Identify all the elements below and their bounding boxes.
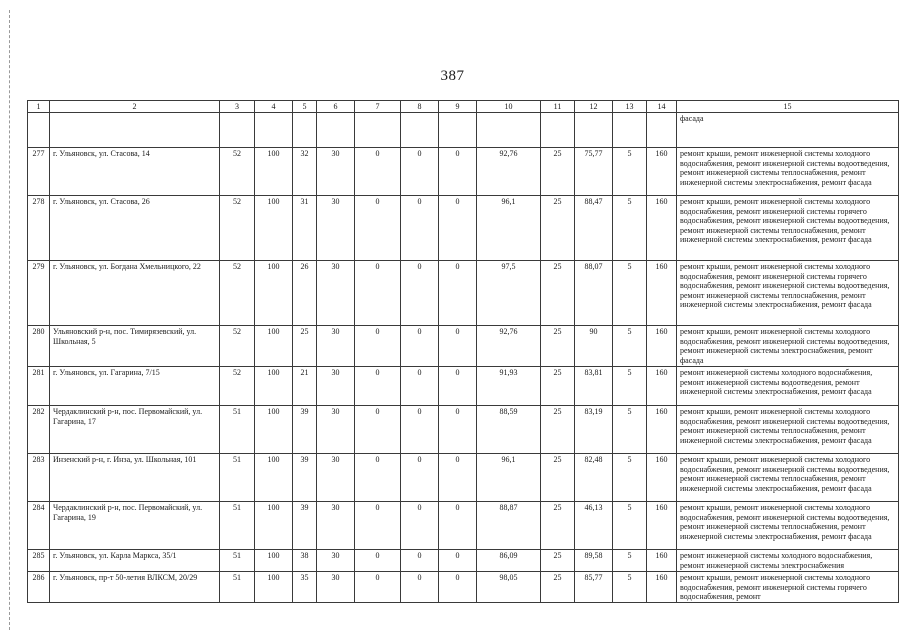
value-cell: 160 xyxy=(647,454,677,502)
column-number: 10 xyxy=(477,101,541,113)
address-cell: Чердаклинский р-н, пос. Первомайский, ул. Гагарина, 19 xyxy=(50,502,220,550)
value-cell: 51 xyxy=(220,550,255,572)
value-cell: 0 xyxy=(439,148,477,196)
empty-cell xyxy=(317,113,355,148)
value-cell: 90 xyxy=(575,326,613,367)
value-cell: 5 xyxy=(613,326,647,367)
column-number: 8 xyxy=(401,101,439,113)
value-cell: 39 xyxy=(293,406,317,454)
value-cell: 30 xyxy=(317,454,355,502)
value-cell: 0 xyxy=(401,261,439,326)
works-cell: ремонт инженерной системы холодного водоснабжения, ремонт инженерной системы электроснабжения xyxy=(677,550,899,572)
column-number: 4 xyxy=(255,101,293,113)
value-cell: 32 xyxy=(293,148,317,196)
value-cell: 92,76 xyxy=(477,148,541,196)
column-number: 13 xyxy=(613,101,647,113)
value-cell: 30 xyxy=(317,326,355,367)
value-cell: 5 xyxy=(613,196,647,261)
address-cell: г. Ульяновск, пр-т 50-летия ВЛКСМ, 20/29 xyxy=(50,572,220,603)
value-cell: 5 xyxy=(613,261,647,326)
value-cell: 160 xyxy=(647,261,677,326)
value-cell: 0 xyxy=(355,572,401,603)
column-number: 1 xyxy=(28,101,50,113)
works-cell: ремонт крыши, ремонт инженерной системы холодного водоснабжения, ремонт инженерной системы водоотведения, ремонт инженерной системы теплоснабжения, ремонт инженерной системы электроснабжения, ремонт фасада xyxy=(677,148,899,196)
table-row xyxy=(28,148,899,196)
empty-cell xyxy=(613,113,647,148)
value-cell: 160 xyxy=(647,502,677,550)
value-cell: 30 xyxy=(317,572,355,603)
value-cell: 5 xyxy=(613,148,647,196)
row-number-cell: 278 xyxy=(28,196,50,261)
table-row xyxy=(28,261,899,326)
value-cell: 91,93 xyxy=(477,367,541,406)
table-row xyxy=(28,502,899,550)
continuation-row xyxy=(28,113,899,148)
value-cell: 160 xyxy=(647,550,677,572)
page-number: 387 xyxy=(440,68,465,84)
value-cell: 0 xyxy=(439,261,477,326)
value-cell: 39 xyxy=(293,502,317,550)
value-cell: 5 xyxy=(613,367,647,406)
value-cell: 160 xyxy=(647,406,677,454)
value-cell: 5 xyxy=(613,454,647,502)
value-cell: 83,19 xyxy=(575,406,613,454)
register-table xyxy=(27,100,899,603)
value-cell: 5 xyxy=(613,406,647,454)
table-row xyxy=(28,196,899,261)
empty-cell xyxy=(647,113,677,148)
value-cell: 88,87 xyxy=(477,502,541,550)
value-cell: 0 xyxy=(439,406,477,454)
address-cell: Инзенский р-н, г. Инза, ул. Школьная, 101 xyxy=(50,454,220,502)
value-cell: 100 xyxy=(255,367,293,406)
value-cell: 30 xyxy=(317,502,355,550)
empty-cell xyxy=(293,113,317,148)
value-cell: 25 xyxy=(541,326,575,367)
row-number-cell: 283 xyxy=(28,454,50,502)
table-row xyxy=(28,550,899,572)
value-cell: 25 xyxy=(541,502,575,550)
value-cell: 160 xyxy=(647,367,677,406)
value-cell: 0 xyxy=(439,326,477,367)
works-cell: ремонт крыши, ремонт инженерной системы холодного водоснабжения, ремонт инженерной системы горячего водоснабжения, ремонт инженерной системы водоотведения, ремонт инженерной системы теплоснабжения, ремонт инженерной системы электроснабжения, ремонт фасада xyxy=(677,261,899,326)
works-cell: ремонт инженерной системы холодного водоснабжения, ремонт инженерной системы водоотведения, ремонт инженерной системы электроснабжения, ремонт фасада xyxy=(677,367,899,406)
value-cell: 0 xyxy=(401,550,439,572)
value-cell: 5 xyxy=(613,572,647,603)
column-number: 15 xyxy=(677,101,899,113)
value-cell: 0 xyxy=(401,148,439,196)
value-cell: 25 xyxy=(541,367,575,406)
value-cell: 100 xyxy=(255,550,293,572)
address-cell: г. Ульяновск, ул. Стасова, 14 xyxy=(50,148,220,196)
value-cell: 160 xyxy=(647,572,677,603)
value-cell: 38 xyxy=(293,550,317,572)
value-cell: 25 xyxy=(541,261,575,326)
value-cell: 0 xyxy=(355,326,401,367)
row-number-cell: 284 xyxy=(28,502,50,550)
value-cell: 46,13 xyxy=(575,502,613,550)
row-number-cell: 280 xyxy=(28,326,50,367)
works-cell: ремонт крыши, ремонт инженерной системы холодного водоснабжения, ремонт инженерной системы горячего водоснабжения, ремонт xyxy=(677,572,899,603)
address-cell: Чердаклинский р-н, пос. Первомайский, ул. Гагарина, 17 xyxy=(50,406,220,454)
value-cell: 26 xyxy=(293,261,317,326)
column-number: 3 xyxy=(220,101,255,113)
column-number: 14 xyxy=(647,101,677,113)
value-cell: 0 xyxy=(401,406,439,454)
value-cell: 88,47 xyxy=(575,196,613,261)
value-cell: 35 xyxy=(293,572,317,603)
value-cell: 0 xyxy=(355,261,401,326)
value-cell: 0 xyxy=(355,502,401,550)
works-cell: ремонт крыши, ремонт инженерной системы холодного водоснабжения, ремонт инженерной системы водоотведения, ремонт инженерной системы теплоснабжения, ремонт инженерной системы электроснабжения, ремонт фасада xyxy=(677,502,899,550)
value-cell: 51 xyxy=(220,502,255,550)
works-cell: ремонт крыши, ремонт инженерной системы холодного водоснабжения, ремонт инженерной системы водоотведения, ремонт инженерной системы теплоснабжения, ремонт инженерной системы электроснабжения, ремонт фасада xyxy=(677,454,899,502)
row-number-cell: 281 xyxy=(28,367,50,406)
value-cell: 0 xyxy=(439,550,477,572)
value-cell: 100 xyxy=(255,148,293,196)
works-cell: ремонт крыши, ремонт инженерной системы холодного водоснабжения, ремонт инженерной системы горячего водоснабжения, ремонт инженерной системы водоотведения, ремонт инженерной системы теплоснабжения, ремонт инженерной системы электроснабжения, ремонт фасада xyxy=(677,196,899,261)
value-cell: 100 xyxy=(255,454,293,502)
value-cell: 25 xyxy=(541,406,575,454)
empty-cell xyxy=(255,113,293,148)
value-cell: 0 xyxy=(401,502,439,550)
column-number: 6 xyxy=(317,101,355,113)
value-cell: 51 xyxy=(220,406,255,454)
column-number: 12 xyxy=(575,101,613,113)
value-cell: 31 xyxy=(293,196,317,261)
value-cell: 100 xyxy=(255,196,293,261)
value-cell: 52 xyxy=(220,367,255,406)
value-cell: 51 xyxy=(220,572,255,603)
address-cell: г. Ульяновск, ул. Карла Маркса, 35/1 xyxy=(50,550,220,572)
value-cell: 0 xyxy=(401,326,439,367)
table-row xyxy=(28,326,899,367)
value-cell: 30 xyxy=(317,367,355,406)
empty-cell xyxy=(50,113,220,148)
address-cell: г. Ульяновск, ул. Стасова, 26 xyxy=(50,196,220,261)
row-number-cell: 286 xyxy=(28,572,50,603)
value-cell: 86,09 xyxy=(477,550,541,572)
value-cell: 0 xyxy=(401,196,439,261)
value-cell: 0 xyxy=(355,454,401,502)
column-number: 5 xyxy=(293,101,317,113)
value-cell: 0 xyxy=(401,572,439,603)
value-cell: 100 xyxy=(255,572,293,603)
empty-cell xyxy=(541,113,575,148)
value-cell: 30 xyxy=(317,148,355,196)
empty-cell xyxy=(575,113,613,148)
value-cell: 52 xyxy=(220,261,255,326)
value-cell: 25 xyxy=(293,326,317,367)
table-row xyxy=(28,406,899,454)
value-cell: 98,05 xyxy=(477,572,541,603)
value-cell: 100 xyxy=(255,261,293,326)
address-cell: г. Ульяновск, ул. Гагарина, 7/15 xyxy=(50,367,220,406)
works-cell: ремонт крыши, ремонт инженерной системы холодного водоснабжения, ремонт инженерной системы водоотведения, ремонт инженерной системы электроснабжения, ремонт фасада xyxy=(677,326,899,367)
value-cell: 0 xyxy=(439,196,477,261)
empty-cell xyxy=(477,113,541,148)
row-number-cell: 285 xyxy=(28,550,50,572)
binding-margin-mark xyxy=(9,10,24,630)
works-cell: ремонт крыши, ремонт инженерной системы холодного водоснабжения, ремонт инженерной системы водоотведения, ремонт инженерной системы теплоснабжения, ремонт инженерной системы электроснабжения, ремонт фасада xyxy=(677,406,899,454)
value-cell: 83,81 xyxy=(575,367,613,406)
value-cell: 25 xyxy=(541,148,575,196)
column-number: 2 xyxy=(50,101,220,113)
value-cell: 96,1 xyxy=(477,454,541,502)
column-number: 11 xyxy=(541,101,575,113)
value-cell: 0 xyxy=(355,406,401,454)
value-cell: 52 xyxy=(220,148,255,196)
value-cell: 30 xyxy=(317,550,355,572)
value-cell: 100 xyxy=(255,326,293,367)
address-cell: Ульяновский р-н, пос. Тимирязевский, ул. Школьная, 5 xyxy=(50,326,220,367)
value-cell: 0 xyxy=(439,572,477,603)
value-cell: 160 xyxy=(647,196,677,261)
value-cell: 89,58 xyxy=(575,550,613,572)
empty-cell xyxy=(220,113,255,148)
value-cell: 0 xyxy=(401,367,439,406)
value-cell: 96,1 xyxy=(477,196,541,261)
value-cell: 30 xyxy=(317,406,355,454)
value-cell: 5 xyxy=(613,502,647,550)
value-cell: 82,48 xyxy=(575,454,613,502)
value-cell: 0 xyxy=(355,367,401,406)
value-cell: 160 xyxy=(647,148,677,196)
value-cell: 25 xyxy=(541,550,575,572)
value-cell: 160 xyxy=(647,326,677,367)
value-cell: 30 xyxy=(317,261,355,326)
column-number: 7 xyxy=(355,101,401,113)
value-cell: 92,76 xyxy=(477,326,541,367)
value-cell: 21 xyxy=(293,367,317,406)
value-cell: 0 xyxy=(355,196,401,261)
column-number-row xyxy=(28,101,899,113)
column-number: 9 xyxy=(439,101,477,113)
value-cell: 88,59 xyxy=(477,406,541,454)
value-cell: 25 xyxy=(541,196,575,261)
value-cell: 0 xyxy=(439,454,477,502)
value-cell: 30 xyxy=(317,196,355,261)
value-cell: 75,77 xyxy=(575,148,613,196)
value-cell: 25 xyxy=(541,572,575,603)
table-row xyxy=(28,572,899,603)
value-cell: 85,77 xyxy=(575,572,613,603)
empty-cell xyxy=(439,113,477,148)
empty-cell xyxy=(401,113,439,148)
value-cell: 5 xyxy=(613,550,647,572)
row-number-cell: 277 xyxy=(28,148,50,196)
value-cell: 52 xyxy=(220,196,255,261)
value-cell: 52 xyxy=(220,326,255,367)
value-cell: 88,07 xyxy=(575,261,613,326)
empty-cell xyxy=(355,113,401,148)
value-cell: 97,5 xyxy=(477,261,541,326)
table-row xyxy=(28,454,899,502)
value-cell: 51 xyxy=(220,454,255,502)
value-cell: 100 xyxy=(255,502,293,550)
row-number-cell: 282 xyxy=(28,406,50,454)
works-cell: фасада xyxy=(677,113,899,148)
value-cell: 0 xyxy=(439,502,477,550)
empty-cell xyxy=(28,113,50,148)
value-cell: 0 xyxy=(355,550,401,572)
value-cell: 0 xyxy=(401,454,439,502)
value-cell: 39 xyxy=(293,454,317,502)
table-row xyxy=(28,367,899,406)
value-cell: 0 xyxy=(439,367,477,406)
value-cell: 25 xyxy=(541,454,575,502)
value-cell: 100 xyxy=(255,406,293,454)
value-cell: 0 xyxy=(355,148,401,196)
row-number-cell: 279 xyxy=(28,261,50,326)
address-cell: г. Ульяновск, ул. Богдана Хмельницкого, 22 xyxy=(50,261,220,326)
